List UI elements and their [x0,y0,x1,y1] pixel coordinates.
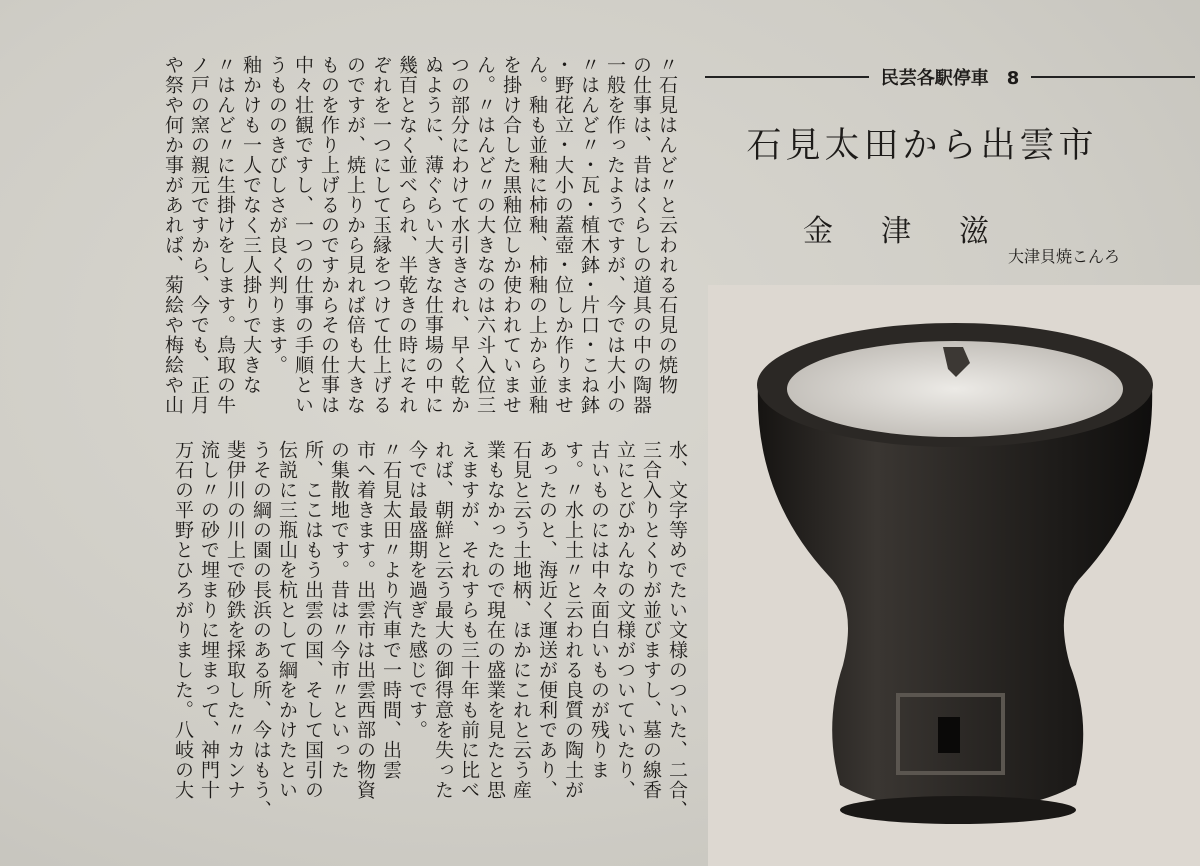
author-name: 金津滋 [803,214,1037,249]
text-line: 幾百となく並べられ、半乾きの時にそれ [396,55,418,415]
text-line: えますが、それすらも三十年も前に比べ [458,440,480,800]
text-line: 〃石見はんど〃と云われる石見の焼物 [656,55,678,395]
text-line: ぞれを一つにして玉縁をつけて仕上げる [370,55,392,415]
text-line: 一般を作ったようですが、今では大小の [604,55,626,415]
series-header [705,62,1195,92]
text-line: 業もなかったので現在の盛業を見たと思 [484,440,506,800]
text-line: 市へ着きます。出雲市は出雲西部の物資 [354,440,376,800]
article-title: 石見太田から出雲市 [746,126,1098,166]
text-line: 釉かけも一人でなく三人掛りで大きな [240,55,262,395]
text-line: 石見と云う土地柄、ほかにこれと云う産 [510,440,532,800]
text-line: 今では最盛期を過ぎた感じです。 [406,440,428,740]
text-line: 所、ここはもう出雲の国、そして国引の [302,440,324,800]
text-line: 〃はんど〃・瓦・植木鉢・片口・こね鉢 [578,55,600,415]
text-line: ノ戸の窯の親元ですから、今でも、正月 [188,55,210,415]
text-line: ん。釉も並釉に柿釉、柿釉の上から並釉 [526,55,548,415]
text-line: 伝説に三瓶山を杭として綱をかけたとい [276,440,298,800]
text-line: つの部分にわけて水引きされ、早く乾か [448,55,470,415]
stove-photo [708,285,1200,866]
photo-caption: 大津貝焼こんろ [1008,247,1121,266]
text-line: 斐伊川の川上で砂鉄を採取した〃カンナ [224,440,246,800]
text-line: 立にとびかんなの文様がついていたり、 [614,440,636,800]
text-line: 中々壮観ですし、一つの仕事の手順とい [292,55,314,415]
text-line: す。〃水上土〃と云われる良質の陶土が [562,440,584,800]
header-rule-right [1031,76,1195,78]
body-text-lower [40,440,690,860]
text-line: ものを作り上げるのですからその仕事は [318,55,340,415]
text-line: うもののきびしさが良く判ります。 [266,55,288,375]
series-label: 民芸各駅停車 8 [880,68,1020,89]
text-line: うその綱の園の長浜のある所、今はもう、 [250,440,272,820]
text-line: 〃はんど〃に生掛けをします。鳥取の牛 [214,55,236,415]
text-line: 万石の平野とひろがりました。八岐の大 [172,440,194,800]
header-rule-left [705,76,869,78]
text-line: のですが、焼上りから見れば倍も大きな [344,55,366,415]
text-line: の仕事は、昔はくらしの道具の中の陶器 [630,55,652,415]
text-line: を掛け合した黒釉位しか使われていませ [500,55,522,415]
body-text-upper [30,55,680,430]
text-line: ぬように、薄ぐらい大きな仕事場の中に [422,55,444,415]
text-line: 三合入りとくりが並びますし、墓の線香 [640,440,662,800]
text-line: 水、文字等めでたい文様のついた、二合、 [666,440,688,820]
text-line: 古いものには中々面白いものが残りま [588,440,610,780]
text-line: の集散地です。昔は〃今市〃といった [328,440,350,780]
text-line: れば、朝鮮と云う最大の御得意を失った [432,440,454,800]
text-line: あったのと、海近く運送が便利であり、 [536,440,558,800]
text-line: ・野花立・大小の蓋壺・位しか作りませ [552,55,574,415]
text-line: 流し〃の砂で埋まりに埋まって、神門十 [198,440,220,800]
text-line: ん。〃はんど〃の大きなのは六斗入位三 [474,55,496,415]
stove-illustration [708,285,1200,866]
text-line: や祭や何か事があれば、菊絵や梅絵や山 [162,55,184,415]
text-line: 〃石見太田〃より汽車で一時間、出雲 [380,440,402,780]
